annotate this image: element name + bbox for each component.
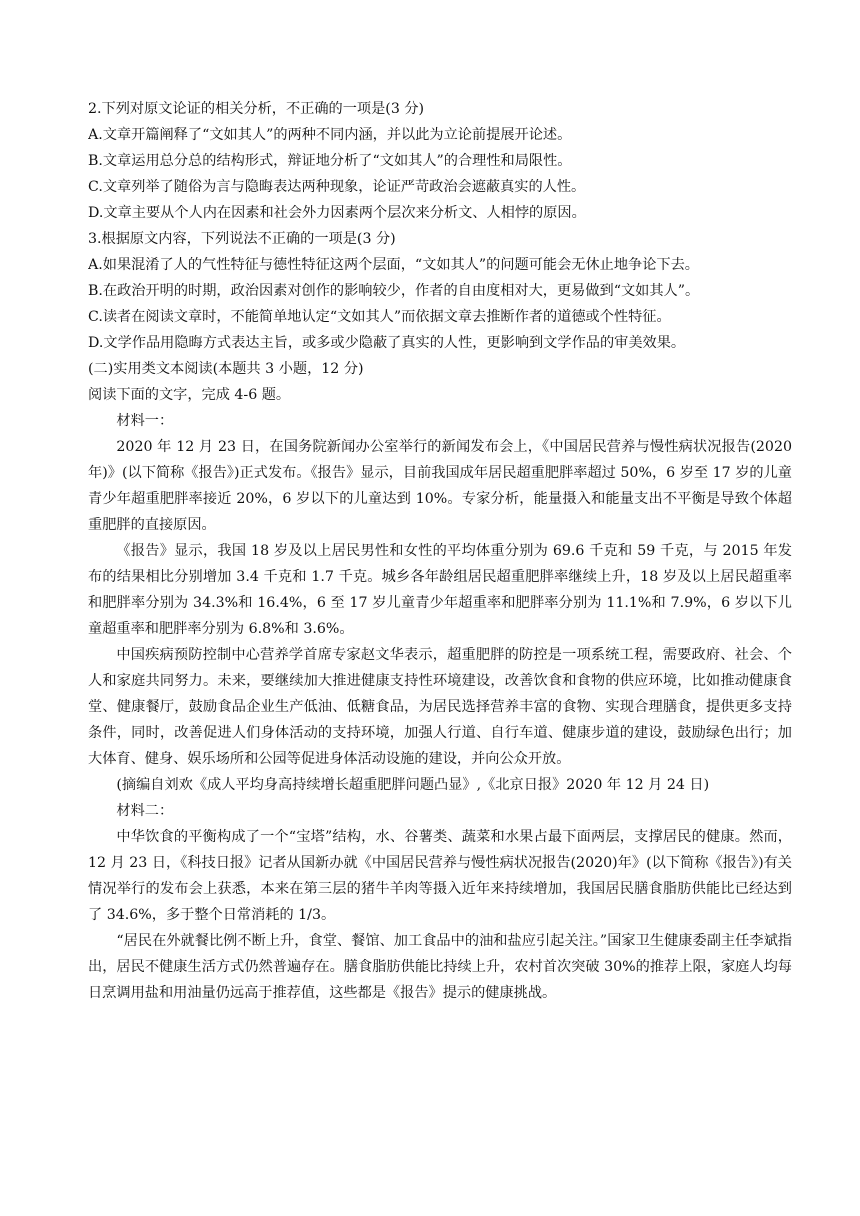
question-3-option-a: A.如果混淆了人的气性特征与德性特征这两个层面，“文如其人”的问题可能会无休止地争论下去。 (88, 257, 699, 273)
section-heading: (二)实用类文本阅读(本题共 3 小题，12 分) (88, 361, 364, 377)
section-instruction: 阅读下面的文字，完成 4-6 题。 (88, 387, 291, 403)
material-1-paragraph-2: 《报告》显示，我国 18 岁及以上居民男性和女性的平均体重分别为 69.6 千克和 59 千克，与 2015 年发布的结果相比分别增加 3.4 千克和 1.7 千克。城乡各年龄组居民超重肥胖率继续上升，18 岁及以上居民超重率和肥胖率分别为 34.3%和 16.4%，6 至 17 岁儿童青少年超重率和肥胖率分别为 11.1%和 7.9%，6 岁以下儿童超重率和肥胖率分别为 6.8%和 3.6%。 (88, 543, 792, 637)
material-2-paragraph-2: “居民在外就餐比例不断上升，食堂、餐馆、加工食品中的油和盐应引起关注。”国家卫生健康委副主任李斌指出，居民不健康生活方式仍然普遍存在。膳食脂肪供能比持续上升，农村首次突破 30%的推荐上限，家庭人均每日烹调用盐和用油量仍远高于推荐值，这些都是《报告》提示的健康挑战。 (88, 933, 792, 1001)
material-1-paragraph-1: 2020 年 12 月 23 日，在国务院新闻办公室举行的新闻发布会上，《中国居民营养与慢性病状况报告(2020 年)》(以下简称《报告》)正式发布。《报告》显示，目前我国成年居民超重肥胖率超过 50%，6 岁至 17 岁的儿童青少年超重肥胖率接近 20%，6 岁以下的儿童达到 10%。专家分析，能量摄入和能量支出不平衡是导致个体超重肥胖的直接原因。 (88, 439, 792, 533)
material-1-label: 材料一： (116, 413, 174, 429)
question-2-option-b: B.文章运用总分总的结构形式，辩证地分析了“文如其人”的合理性和局限性。 (88, 153, 572, 169)
question-2-option-c: C.文章列举了随俗为言与隐晦表达两种现象，论证严苛政治会遮蔽真实的人性。 (88, 179, 586, 195)
question-3 (88, 226, 792, 356)
material-1-paragraph-3: 中国疾病预防控制中心营养学首席专家赵文华表示，超重肥胖的防控是一项系统工程，需要政府、社会、个人和家庭共同努力。未来，要继续加大推进健康支持性环境建设，改善饮食和食物的供应环境，比如推动健康食堂、健康餐厅，鼓励食品企业生产低油、低糖食品，为居民选择营养丰富的食物、实现合理膳食，提供更多支持条件，同时，改善促进人们身体活动的支持环境，加强人行道、自行车道、健康步道的建设，鼓励绿色出行；加大体育、健身、娱乐场所和公园等促进身体活动设施的建设，并向公众开放。 (88, 647, 792, 767)
question-3-stem: 3.根据原文内容，下列说法不正确的一项是(3 分) (88, 231, 396, 247)
question-3-option-b: B.在政治开明的时期，政治因素对创作的影响较少，作者的自由度相对大，更易做到“文如其人”。 (88, 283, 700, 299)
material-2-paragraph-1: 中华饮食的平衡构成了一个“宝塔”结构，水、谷薯类、蔬菜和水果占最下面两层，支撑居民的健康。然而，12 月 23 日，《科技日报》记者从国新办就《中国居民营养与慢性病状况报告(2020)年》(以下简称《报告》)有关情况举行的发布会上获悉，本来在第三层的猪牛羊肉等摄入近年来持续增加，我国居民膳食脂肪供能比已经达到了 34.6%，多于整个日常消耗的 1/3。 (88, 829, 792, 923)
question-3-option-d: D.文学作品用隐晦方式表达主旨，或多或少隐蔽了真实的人性，更影响到文学作品的审美效果。 (88, 335, 686, 351)
material-1-source: (摘编自刘欢《成人平均身高持续增长超重肥胖问题凸显》,《北京日报》2020 年 12 月 24 日) (116, 777, 710, 793)
material-2-label: 材料二： (116, 803, 174, 819)
question-2-stem: 2.下列对原文论证的相关分析，不正确的一项是(3 分) (88, 101, 425, 117)
question-3-option-c: C.读者在阅读文章时，不能简单地认定“文如其人”而依据文章去推断作者的道德或个性特征。 (88, 309, 671, 325)
question-2-option-a: A.文章开篇阐释了“文如其人”的两种不同内涵，并以此为立论前提展开论述。 (88, 127, 572, 143)
question-2 (88, 96, 792, 226)
question-2-option-d: D.文章主要从个人内在因素和社会外力因素两个层次来分析文、人相悖的原因。 (88, 205, 586, 221)
document-page (88, 96, 792, 1006)
